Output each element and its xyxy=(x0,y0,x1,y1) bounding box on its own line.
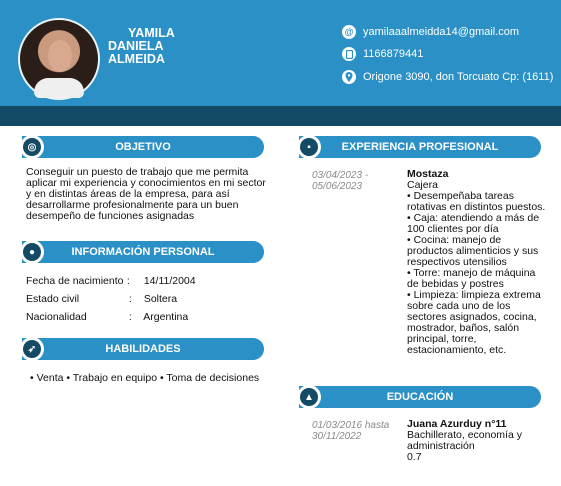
location-pin-icon xyxy=(342,70,356,84)
phone-text: 1166879441 xyxy=(363,48,424,60)
text-line: aplicar mi experiencia y conocimientos en mi sector xyxy=(26,177,266,189)
name-line: DANIELA xyxy=(108,39,164,53)
briefcase-icon: ▪ xyxy=(297,135,321,159)
school-name: Juana Azurduy n°11 xyxy=(407,418,507,430)
person-icon: ● xyxy=(20,240,44,264)
section-title: EXPERIENCIA PROFESIONAL xyxy=(341,141,499,153)
date-line: 03/04/2023 - xyxy=(312,170,369,181)
info-label: Estado civil xyxy=(26,293,80,305)
info-label: Fecha de nacimiento xyxy=(26,275,124,287)
experiencia-details xyxy=(407,169,557,356)
text-line: y en distintas áreas de la empresa, para así xyxy=(26,188,230,200)
experiencia-dates xyxy=(312,170,368,192)
educacion-details xyxy=(407,419,557,463)
section-title: INFORMACIÓN PERSONAL xyxy=(71,246,215,258)
text-line: desempeño de funciones asignadas xyxy=(26,210,195,222)
rocket-icon: ➶ xyxy=(20,337,44,361)
section-experiencia-header xyxy=(299,136,541,158)
address-text: Origone 3090, don Torcuato Cp: (1611) xyxy=(363,71,554,83)
text-line: mostrador, baños, salón xyxy=(407,322,520,334)
text-line: Cajera xyxy=(407,179,438,191)
at-icon: @ xyxy=(342,25,356,39)
date-line: 05/06/2023 xyxy=(312,181,363,192)
phone-contact xyxy=(342,47,423,61)
info-row xyxy=(26,275,196,287)
address-contact xyxy=(342,70,553,84)
name-line: ALMEIDA xyxy=(108,52,165,66)
text-line: Conseguir un puesto de trabajo que me permita xyxy=(26,166,249,178)
text-line: rotativas en distintos puestos. xyxy=(407,201,546,213)
company-name: Mostaza xyxy=(407,168,449,180)
text-line: • Torre: manejo de máquina xyxy=(407,267,536,279)
text-line: 0.7 xyxy=(407,451,422,463)
objetivo-text xyxy=(26,167,266,222)
info-value: Soltera xyxy=(143,293,178,305)
section-informacion-header xyxy=(22,241,264,263)
header-band xyxy=(0,106,561,126)
text-line: principal, torre, xyxy=(407,333,477,345)
text-line: 100 clientes por día xyxy=(407,223,499,235)
email-contact[interactable] xyxy=(342,25,519,39)
name-line: YAMILA xyxy=(128,26,175,40)
text-line: desarrollarme profesionalmente para un buen xyxy=(26,199,239,211)
text-line: Bachillerato, economía y xyxy=(407,429,522,441)
section-title: OBJETIVO xyxy=(115,141,171,153)
date-line: 01/03/2016 hasta xyxy=(312,420,390,431)
info-sep: : xyxy=(128,293,132,305)
text-line: respectivos utensilios xyxy=(407,256,507,268)
info-row xyxy=(26,311,188,323)
text-line: productos alimenticios y sus xyxy=(407,245,539,257)
info-value: Argentina xyxy=(143,311,189,323)
graduation-cap-icon: ▲ xyxy=(297,385,321,409)
text-line: administración xyxy=(407,440,475,452)
text-line: • Limpieza: limpieza extrema xyxy=(407,289,541,301)
section-habilidades-header xyxy=(22,338,264,360)
text-line: • Cocina: manejo de xyxy=(407,234,502,246)
email-text[interactable]: yamilaaalmeidda14@gmail.com xyxy=(363,26,520,38)
section-educacion-header xyxy=(299,386,541,408)
section-title: HABILIDADES xyxy=(105,343,181,355)
habilidades-text: • Venta • Trabajo en equipo • Toma de decisiones xyxy=(30,372,260,384)
text-line: sectores asignados, cocina, xyxy=(407,311,537,323)
phone-icon xyxy=(342,47,356,61)
text-line: • Desempeñaba tareas xyxy=(407,190,514,202)
date-line: 30/11/2022 xyxy=(312,431,362,442)
section-objetivo-header xyxy=(22,136,264,158)
educacion-dates xyxy=(312,420,389,442)
info-sep: : xyxy=(126,275,130,287)
target-icon: ◎ xyxy=(20,135,44,159)
info-row xyxy=(26,293,177,305)
text-line: • Caja: atendiendo a más de xyxy=(407,212,540,224)
text-line: de bebidas y postres xyxy=(407,278,504,290)
section-title: EDUCACIÓN xyxy=(386,391,454,403)
text-line: sobre cada uno de los xyxy=(407,300,511,312)
full-name xyxy=(108,27,208,66)
text-line: estacionamiento, etc. xyxy=(407,344,507,356)
profile-photo xyxy=(18,18,100,100)
info-sep: : xyxy=(128,311,132,323)
info-label: Nacionalidad xyxy=(26,311,87,323)
info-value: 14/11/2004 xyxy=(143,275,196,287)
